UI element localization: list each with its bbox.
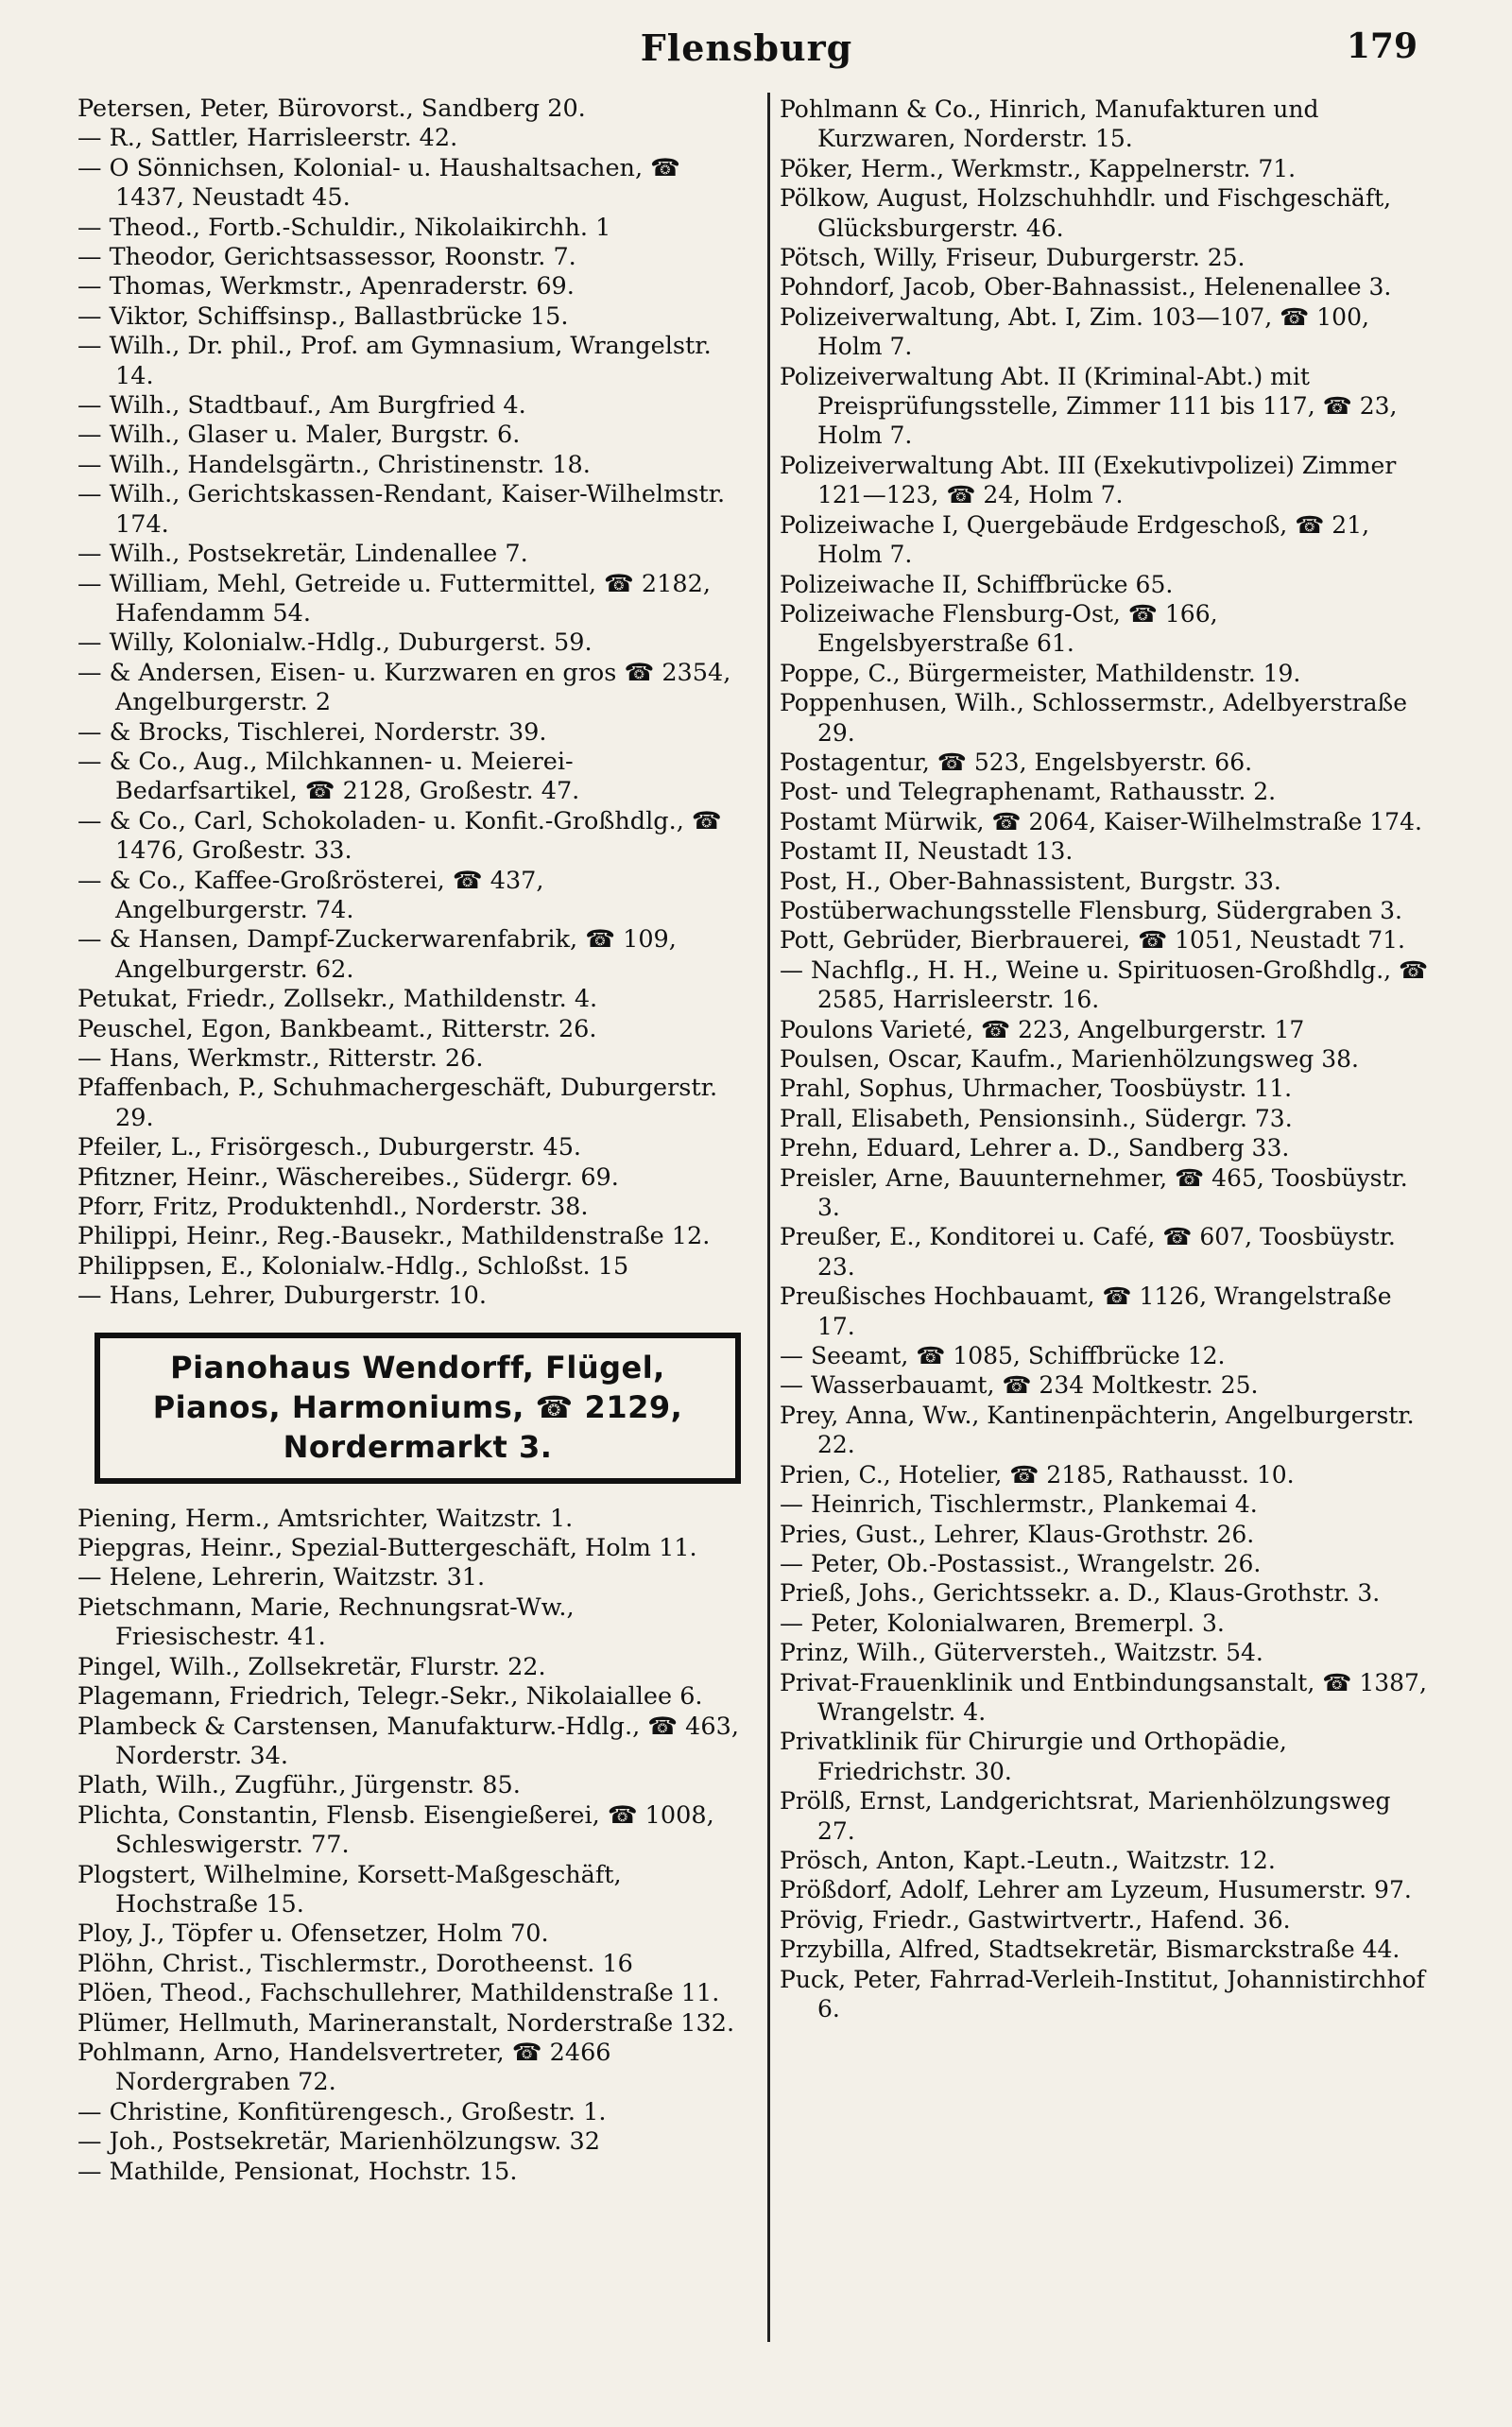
directory-entry: — Seeamt, ☎ 1085, Schiffbrücke 12. xyxy=(780,1342,1226,1370)
directory-entry: — & Andersen, Eisen- u. Kurzwaren en gros ☎ 2354, Angelburgerstr. 2 xyxy=(77,658,731,717)
directory-entry: Prehn, Eduard, Lehrer a. D., Sandberg 33. xyxy=(780,1134,1290,1162)
directory-entry: Pfitzner, Heinr., Wäschereibes., Südergr. 69. xyxy=(77,1162,619,1192)
directory-entry: — Theodor, Gerichtsassessor, Roonstr. 7. xyxy=(77,243,576,272)
page-title: Flensburg xyxy=(640,26,853,69)
directory-entry: Pötsch, Willy, Friseur, Duburgerstr. 25. xyxy=(780,244,1246,272)
directory-entry: Poulons Varieté, ☎ 223, Angelburgerstr. 17 xyxy=(780,1015,1305,1043)
directory-entry: — O Sönnichsen, Kolonial- u. Haushaltsachen, ☎ 1437, Neustadt 45. xyxy=(77,153,680,213)
directory-entry: Ploy, J., Töpfer u. Ofensetzer, Holm 70. xyxy=(77,1919,549,1949)
directory-entry: Post, H., Ober-Bahnassistent, Burgstr. 33. xyxy=(780,867,1281,895)
directory-entry: Prey, Anna, Ww., Kantinenpächterin, Angelburgerstr. 22. xyxy=(780,1401,1415,1459)
directory-entry: — Wilh., Handelsgärtn., Christinenstr. 18. xyxy=(77,450,591,479)
directory-entry: Post- und Telegraphenamt, Rathausstr. 2. xyxy=(780,778,1277,806)
directory-entry: — & Co., Aug., Milchkannen- u. Meierei-Bedarfsartikel, ☎ 2128, Großestr. 47. xyxy=(77,747,580,806)
ad-line-2: Pianos, Harmoniums, ☎ 2129, xyxy=(152,1388,683,1425)
directory-entry: Preußisches Hochbauamt, ☎ 1126, Wrangelstraße 17. xyxy=(780,1282,1392,1340)
directory-entry: — Wilh., Postsekretär, Lindenallee 7. xyxy=(77,540,528,569)
directory-entry: — Wilh., Dr. phil., Prof. am Gymnasium, Wrangelstr. 14. xyxy=(77,332,712,390)
directory-entry: Polizeiwache Flensburg-Ost, ☎ 166, Engelsbyerstraße 61. xyxy=(780,599,1218,658)
directory-entry: Polizeiwache II, Schiffbrücke 65. xyxy=(780,570,1174,598)
directory-entry: Polizeiverwaltung Abt. III (Exekutivpolizei) Zimmer 121—123, ☎ 24, Holm 7. xyxy=(780,451,1397,509)
directory-entry: Plambeck & Carstensen, Manufakturw.-Hdlg., ☎ 463, Norderstr. 34. xyxy=(77,1712,739,1770)
directory-entry: Philippsen, E., Kolonialw.-Hdlg., Schloßst. 15 xyxy=(77,1251,629,1281)
directory-entry: Prall, Elisabeth, Pensionsinh., Südergr. 73. xyxy=(780,1104,1293,1132)
directory-entry: Postagentur, ☎ 523, Engelsbyerstr. 66. xyxy=(780,748,1253,776)
directory-entry: Pforr, Fritz, Produktenhdl., Norderstr. 38. xyxy=(77,1193,589,1222)
directory-entry: Peuschel, Egon, Bankbeamt., Ritterstr. 26. xyxy=(77,1014,597,1043)
directory-entry: Plagemann, Friedrich, Telegr.-Sekr., Nikolaiallee 6. xyxy=(77,1682,703,1712)
directory-entry: Preisler, Arne, Bauunternehmer, ☎ 465, Toosbüystr. 3. xyxy=(780,1163,1408,1222)
directory-entry: Privat-Frauenklinik und Entbindungsanstalt, ☎ 1387, Wrangelstr. 4. xyxy=(780,1668,1427,1726)
directory-entry: Privatklinik für Chirurgie und Orthopädie, Friedrichstr. 30. xyxy=(780,1728,1287,1785)
directory-entry: Plath, Wilh., Zugführ., Jürgenstr. 85. xyxy=(77,1771,521,1800)
directory-entry: Polizeiverwaltung, Abt. I, Zim. 103—107, ☎ 100, Holm 7. xyxy=(780,302,1369,361)
directory-entry: Pott, Gebrüder, Bierbrauerei, ☎ 1051, Neustadt 71. xyxy=(780,926,1405,955)
directory-entry: Preußer, E., Konditorei u. Café, ☎ 607, Toosbüystr. 23. xyxy=(780,1223,1396,1281)
directory-entry: Piening, Herm., Amtsrichter, Waitzstr. 1. xyxy=(77,1504,574,1533)
directory-entry: Pölkow, August, Holzschuhhdlr. und Fischgeschäft, Glücksburgerstr. 46. xyxy=(780,184,1392,242)
directory-entry: Polizeiwache I, Quergebäude Erdgeschoß, ☎ 21, Holm 7. xyxy=(780,510,1370,569)
directory-entry: Petukat, Friedr., Zollsekr., Mathildenstr. 4. xyxy=(77,985,598,1014)
directory-entry: — R., Sattler, Harrisleerstr. 42. xyxy=(77,124,458,153)
directory-entry: — Theod., Fortb.-Schuldir., Nikolaikirchh. 1 xyxy=(77,213,611,242)
directory-entry: — Mathilde, Pensionat, Hochstr. 15. xyxy=(77,2157,518,2186)
directory-entry: — Nachflg., H. H., Weine u. Spirituosen-Großhdlg., ☎ 2585, Harrisleerstr. 16. xyxy=(780,955,1429,1014)
directory-entry: Pries, Gust., Lehrer, Klaus-Grothstr. 26. xyxy=(780,1520,1255,1548)
directory-entry: — & Co., Carl, Schokoladen- u. Konfit.-Großhdlg., ☎ 1476, Großestr. 33. xyxy=(77,806,722,866)
right-entry-list xyxy=(780,95,1432,2023)
directory-entry: Pohlmann & Co., Hinrich, Manufakturen und Kurzwaren, Norderstr. 15. xyxy=(780,95,1319,153)
directory-entry: Plöhn, Christ., Tischlermstr., Dorotheenst. 16 xyxy=(77,1949,633,1978)
directory-entry: — William, Mehl, Getreide u. Futtermittel, ☎ 2182, Hafendamm 54. xyxy=(77,569,711,628)
directory-entry: Pingel, Wilh., Zollsekretär, Flurstr. 22. xyxy=(77,1652,546,1681)
directory-entry: Pietschmann, Marie, Rechnungsrat-Ww., Friesischestr. 41. xyxy=(77,1592,575,1652)
directory-entry: Prösch, Anton, Kapt.-Leutn., Waitzstr. 12. xyxy=(780,1846,1276,1874)
directory-entry: Philippi, Heinr., Reg.-Bausekr., Mathildenstraße 12. xyxy=(77,1222,711,1251)
directory-entry: Postamt Mürwik, ☎ 2064, Kaiser-Wilhelmstraße 174. xyxy=(780,807,1422,835)
left-entry-list-continued xyxy=(77,1505,739,2187)
directory-entry: — Peter, Ob.-Postassist., Wrangelstr. 26. xyxy=(780,1549,1262,1577)
directory-entry: — Peter, Kolonialwaren, Bremerpl. 3. xyxy=(780,1609,1225,1637)
directory-entry: Polizeiverwaltung Abt. II (Kriminal-Abt.) mit Preisprüfungsstelle, Zimmer 111 bis 117, ☎ 23, Holm 7. xyxy=(780,362,1398,450)
directory-entry: — Thomas, Werkmstr., Apenraderstr. 69. xyxy=(77,272,575,301)
ad-line-3: Nordermarkt 3. xyxy=(283,1428,553,1465)
directory-entry: — & Hansen, Dampf-Zuckerwarenfabrik, ☎ 109, Angelburgerstr. 62. xyxy=(77,925,677,984)
directory-entry: Prößdorf, Adolf, Lehrer am Lyzeum, Husumerstr. 97. xyxy=(780,1876,1412,1904)
right-column xyxy=(780,95,1432,2023)
advertisement-box xyxy=(94,1333,741,1484)
directory-entry: Postüberwachungsstelle Flensburg, Südergraben 3. xyxy=(780,896,1402,924)
column-divider xyxy=(767,93,770,2342)
directory-entry: Poulsen, Oscar, Kaufm., Marienhölzungsweg 38. xyxy=(780,1045,1359,1073)
directory-entry: Pfeiler, L., Frisörgesch., Duburgerstr. 45. xyxy=(77,1133,582,1162)
directory-entry: Pohlmann, Arno, Handelsvertreter, ☎ 2466 Nordergraben 72. xyxy=(77,2038,611,2097)
ad-line-1: Pianohaus Wendorff, Flügel, xyxy=(170,1349,665,1386)
directory-entry: — & Co., Kaffee-Großrösterei, ☎ 437, Angelburgerstr. 74. xyxy=(77,866,544,924)
directory-entry: — Wilh., Stadtbauf., Am Burgfried 4. xyxy=(77,391,526,421)
directory-entry: — Wasserbauamt, ☎ 234 Moltkestr. 25. xyxy=(780,1371,1259,1400)
directory-entry: Prien, C., Hotelier, ☎ 2185, Rathausst. 10. xyxy=(780,1460,1295,1489)
directory-entry: — Hans, Werkmstr., Ritterstr. 26. xyxy=(77,1044,484,1073)
directory-entry: Postamt II, Neustadt 13. xyxy=(780,837,1074,866)
directory-entry: Pohndorf, Jacob, Ober-Bahnassist., Helenenallee 3. xyxy=(780,273,1392,301)
directory-entry: — Viktor, Schiffsinsp., Ballastbrücke 15. xyxy=(77,301,569,331)
directory-entry: Plöen, Theod., Fachschullehrer, Mathildenstraße 11. xyxy=(77,1979,720,2008)
directory-entry: Plichta, Constantin, Flensb. Eisengießerei, ☎ 1008, Schleswigerstr. 77. xyxy=(77,1800,714,1860)
page-number: 179 xyxy=(1346,26,1418,66)
directory-entry: Puck, Peter, Fahrrad-Verleih-Institut, Johannistirchhof 6. xyxy=(780,1965,1425,2022)
directory-entry: Petersen, Peter, Bürovorst., Sandberg 20. xyxy=(77,95,586,123)
directory-entry: — Heinrich, Tischlermstr., Plankemai 4. xyxy=(780,1490,1258,1519)
directory-entry: Prölß, Ernst, Landgerichtsrat, Marienhölzungsweg 27. xyxy=(780,1787,1391,1845)
directory-entry: — & Brocks, Tischlerei, Norderstr. 39. xyxy=(77,717,547,747)
directory-entry: — Wilh., Glaser u. Maler, Burgstr. 6. xyxy=(77,421,521,450)
directory-entry: Piepgras, Heinr., Spezial-Buttergeschäft, Holm 11. xyxy=(77,1534,697,1563)
directory-entry: Prieß, Johs., Gerichtssekr. a. D., Klaus-Grothstr. 3. xyxy=(780,1579,1381,1608)
directory-entry: — Willy, Kolonialw.-Hdlg., Duburgerst. 59. xyxy=(77,628,593,658)
page-header xyxy=(76,19,1418,76)
directory-entry: Plümer, Hellmuth, Marineranstalt, Norderstraße 132. xyxy=(77,2008,735,2038)
directory-entry: — Joh., Postsekretär, Marienhölzungsw. 32 xyxy=(77,2127,600,2157)
directory-entry: Poppenhusen, Wilh., Schlossermstr., Adelbyerstraße 29. xyxy=(780,689,1408,747)
directory-entry: — Wilh., Gerichtskassen-Rendant, Kaiser-Wilhelmstr. 174. xyxy=(77,480,726,539)
directory-entry: Prinz, Wilh., Güterversteh., Waitzstr. 54. xyxy=(780,1639,1263,1667)
directory-entry: — Hans, Lehrer, Duburgerstr. 10. xyxy=(77,1282,487,1311)
directory-entry: Pöker, Herm., Werkmstr., Kappelnerstr. 71. xyxy=(780,154,1297,182)
left-column xyxy=(77,95,739,2187)
directory-entry: — Christine, Konfitürengesch., Großestr. 1. xyxy=(77,2097,607,2126)
directory-entry: Przybilla, Alfred, Stadtsekretär, Bismarckstraße 44. xyxy=(780,1936,1400,1964)
directory-entry: Prövig, Friedr., Gastwirtvertr., Hafend. 36. xyxy=(780,1905,1291,1934)
left-entry-list xyxy=(77,95,739,1312)
directory-entry: Plogstert, Wilhelmine, Korsett-Maßgeschäft, Hochstraße 15. xyxy=(77,1860,622,1919)
directory-entry: Pfaffenbach, P., Schuhmachergeschäft, Duburgerstr. 29. xyxy=(77,1074,718,1132)
directory-entry: Poppe, C., Bürgermeister, Mathildenstr. 19. xyxy=(780,659,1301,687)
directory-entry: — Helene, Lehrerin, Waitzstr. 31. xyxy=(77,1563,486,1592)
directory-entry: Prahl, Sophus, Uhrmacher, Toosbüystr. 11. xyxy=(780,1075,1293,1103)
